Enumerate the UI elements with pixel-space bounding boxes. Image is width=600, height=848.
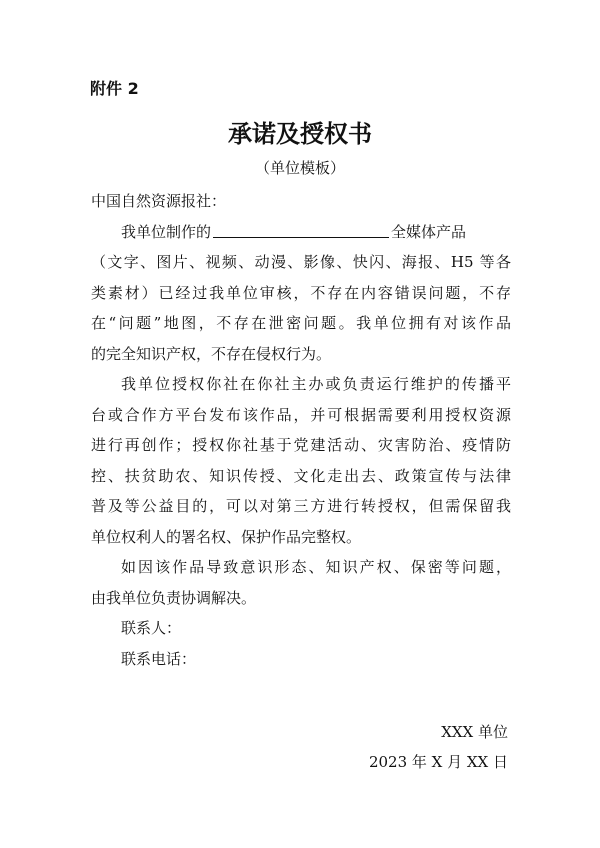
signature-unit: XXX 单位 [441, 723, 508, 741]
document-body [91, 186, 511, 674]
attachment-label: 附件 2 [90, 79, 139, 98]
product-name-blank [213, 221, 389, 238]
contact-phone-label: 联系电话： [121, 649, 197, 668]
document-subtitle: （单位模板） [254, 159, 345, 177]
paragraph-1-line: 在“问题”地图，不存在泄密问题。我单位拥有对该作品 [91, 314, 511, 332]
paragraph-3-line: 由我单位负责协调解决。 [91, 588, 257, 607]
signature-date: 2023 年 X 月 XX 日 [368, 753, 508, 771]
paragraph-1-line-0 [91, 217, 511, 248]
addressee: 中国自然资源报社： [91, 192, 227, 210]
paragraph-2-line: 进行再创作；授权你社基于党建活动、灾害防治、疫情防 [91, 436, 511, 454]
paragraph-2-line: 控、扶贫助农、知识传授、文化走出去、政策宣传与法律 [91, 466, 511, 485]
paragraph-3-line: 如因该作品导致意识形态、知识产权、保密等问题， [121, 558, 511, 576]
paragraph-1-line: 类素材）已经过我单位审核，不存在内容错误问题，不存 [91, 283, 511, 302]
contact-person-label: 联系人： [121, 619, 182, 637]
paragraph-2-line: 我单位授权你社在你社主办或负责运行维护的传播平 [121, 375, 511, 393]
paragraph-1-line: （文字、图片、视频、动漫、影像、快闪、海报、H5 等各 [91, 253, 511, 271]
document-title: 承诺及授权书 [228, 120, 372, 148]
paragraph-1-start: 我单位制作的 [121, 222, 212, 241]
paragraph-2-line: 单位权利人的署名权、保护作品完整权。 [91, 527, 362, 546]
paragraph-1-end: 全媒体产品 [391, 222, 467, 241]
paragraph-2-line: 普及等公益目的，可以对第三方进行转授权，但需保留我 [91, 497, 511, 515]
paragraph-2-line: 台或合作方平台发布该作品，并可根据需要利用授权资源 [91, 405, 511, 424]
paragraph-1-line: 的完全知识产权，不存在侵权行为。 [91, 344, 332, 363]
